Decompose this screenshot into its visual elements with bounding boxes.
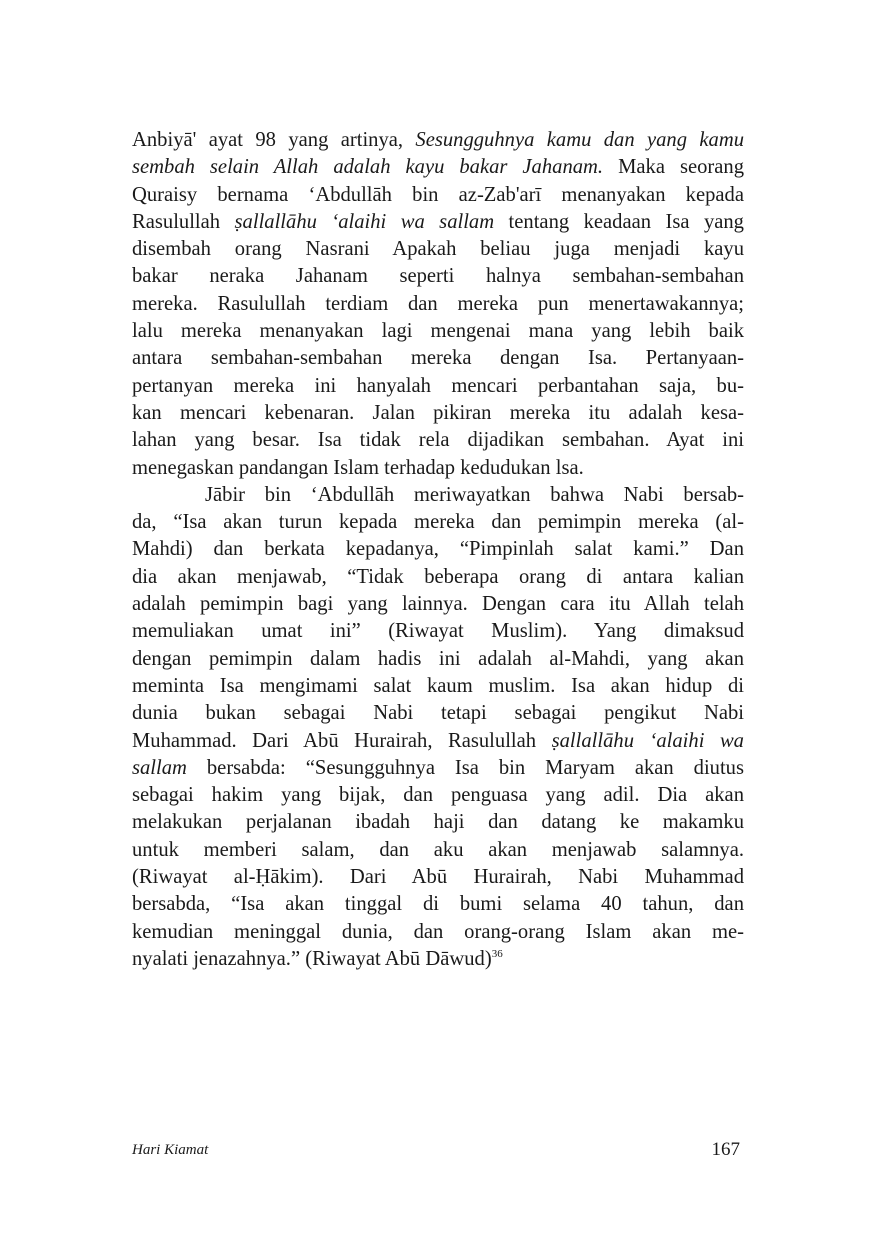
text-segment: bersabda: “Sesungguhnya Isa bin Maryam akan diutus [186,756,744,779]
text-line [132,618,744,645]
text-line [132,182,744,209]
paragraph [132,127,744,482]
text-segment: Rasulullah [132,210,235,233]
text-line [132,427,744,454]
text-segment: meminta Isa mengimami salat kaum muslim. Isa akan hidup di [132,674,744,697]
text-line [132,482,744,509]
text-line [132,755,744,782]
text-line [132,209,744,236]
text-segment: disembah orang Nasrani Apakah beliau juga menjadi kayu [132,238,744,261]
text-line [132,700,744,727]
text-line [132,782,744,809]
text-line [132,837,744,864]
italic-text: ṣallallāhu ‘alaihi wa [551,729,744,752]
text-segment: dunia bukan sebagai Nabi tetapi sebagai pengikut Nabi [132,702,744,725]
text-segment: memuliakan umat ini” (Riwayat Muslim). Yang dimaksud [132,620,744,643]
italic-text: sallam [132,756,187,779]
text-segment: nyalati jenazahnya.” (Riwayat Abū Dāwud) [132,947,492,970]
text-segment: pertanyan mereka ini hanyalah mencari perbantahan saja, bu- [132,374,744,397]
text-segment: mereka. Rasulullah terdiam dan mereka pun menertawakannya; [132,292,744,315]
italic-text: ṣallallāhu ‘alaihi wa sallam [234,210,495,233]
page-footer [132,1139,740,1163]
text-segment: Anbiyā' ayat 98 yang artinya, [132,129,416,151]
text-line [132,891,744,918]
text-line [132,919,744,946]
text-line [132,127,744,154]
text-line [132,564,744,591]
page-body [132,127,744,973]
text-segment: Jābir bin ‘Abdullāh meriwayatkan bahwa Nabi bersab- [205,483,744,506]
text-segment: Muhammad. Dari Abū Hurairah, Rasulullah [132,729,552,752]
text-segment: Mahdi) dan berkata kepadanya, “Pimpinlah salat kami.” Dan [132,538,744,561]
text-segment: Maka seorang [603,156,744,179]
text-line [132,809,744,836]
text-segment: tentang keadaan Isa yang [494,210,744,233]
footnote-marker: 36 [491,948,503,961]
text-line [132,591,744,618]
text-line [132,646,744,673]
text-segment: (Riwayat al-Ḥākim). Dari Abū Hurairah, Nabi Muhammad [132,866,744,889]
text-line [132,291,744,318]
text-line [132,400,744,427]
text-line [132,318,744,345]
text-segment: bakar neraka Jahanam seperti halnya sembahan-sembahan [132,265,744,288]
italic-text: Sesungguhnya kamu dan yang kamu [415,129,744,151]
text-line [132,263,744,290]
text-line [132,455,744,482]
page-number: 167 [711,1139,740,1160]
text-segment: kan mencari kebenaran. Jalan pikiran mereka itu adalah kesa- [132,401,744,424]
text-segment: Quraisy bernama ‘Abdullāh bin az-Zab'arī menanyakan kepada [132,183,744,206]
paragraph [132,482,744,973]
text-line [132,509,744,536]
text-segment: da, “Isa akan turun kepada mereka dan pemimpin mereka (al- [132,511,744,534]
text-line [132,345,744,372]
text-segment: dengan pemimpin dalam hadis ini adalah al-Mahdi, yang akan [132,647,744,670]
text-body [132,127,744,973]
text-line [132,728,744,755]
text-line [132,536,744,563]
text-line [132,154,744,181]
text-segment: antara sembahan-sembahan mereka dengan Isa. Pertanyaan- [132,347,744,370]
running-title: Hari Kiamat [132,1142,209,1158]
text-segment: adalah pemimpin bagi yang lainnya. Dengan cara itu Allah telah [132,593,744,616]
text-segment: lahan yang besar. Isa tidak rela dijadikan sembahan. Ayat ini [132,429,744,452]
text-segment: lalu mereka menanyakan lagi mengenai mana yang lebih baik [132,320,744,343]
text-line [132,864,744,891]
text-line [132,673,744,700]
italic-text: sembah selain Allah adalah kayu bakar Jahanam. [132,156,604,179]
text-line [132,373,744,400]
text-segment: melakukan perjalanan ibadah haji dan datang ke makamku [132,811,744,834]
text-segment: menegaskan pandangan Islam terhadap kedudukan lsa. [132,456,584,479]
text-segment: kemudian meninggal dunia, dan orang-orang Islam akan me- [132,920,744,943]
text-segment: dia akan menjawab, “Tidak beberapa orang di antara kalian [132,565,744,588]
text-line [132,946,744,973]
text-segment: sebagai hakim yang bijak, dan penguasa yang adil. Dia akan [132,784,744,807]
text-segment: bersabda, “Isa akan tinggal di bumi selama 40 tahun, dan [132,893,744,916]
text-segment: untuk memberi salam, dan aku akan menjawab salamnya. [132,838,744,861]
text-line [132,236,744,263]
